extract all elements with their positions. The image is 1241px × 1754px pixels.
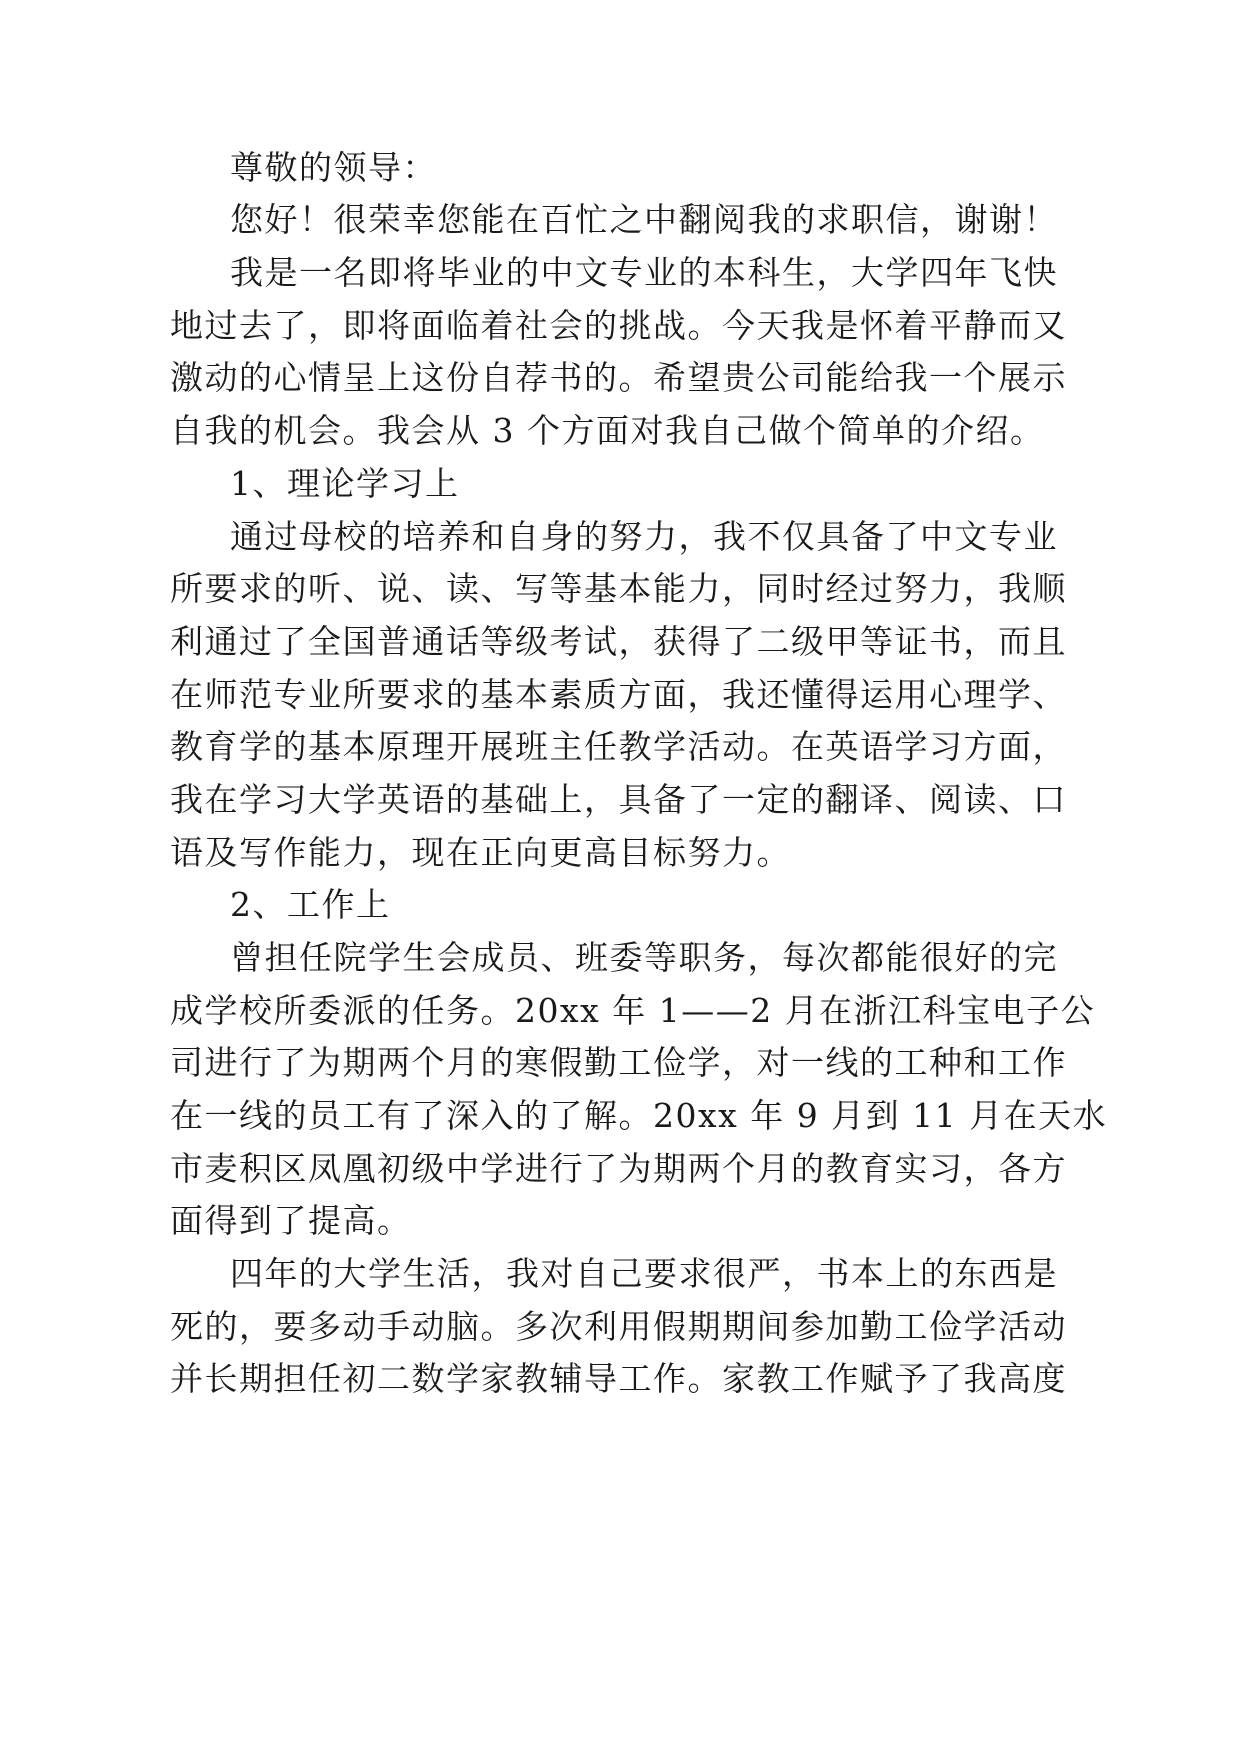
closing-line: 并长期担任初二数学家教辅导工作。家教工作赋予了我高度	[170, 1359, 1067, 1398]
section1-heading: 1、理论学习上	[230, 464, 460, 503]
salutation: 尊敬的领导：	[230, 148, 437, 187]
intro-line: 激动的心情呈上这份自荐书的。希望贵公司能给我一个展示	[170, 358, 1067, 397]
closing-line: 死的，要多动手动脑。多次利用假期期间参加勤工俭学活动	[170, 1307, 1067, 1346]
section2-line: 面得到了提高。	[170, 1201, 412, 1240]
greeting-line: 您好！很荣幸您能在百忙之中翻阅我的求职信，谢谢！	[230, 200, 1058, 239]
section2-line: 曾担任院学生会成员、班委等职务，每次都能很好的完	[230, 938, 1058, 977]
closing-line: 四年的大学生活，我对自己要求很严，书本上的东西是	[230, 1254, 1058, 1293]
section1-line: 我在学习大学英语的基础上，具备了一定的翻译、阅读、口	[170, 780, 1067, 819]
section2-line: 司进行了为期两个月的寒假勤工俭学，对一线的工种和工作	[170, 1043, 1067, 1082]
section2-line: 在一线的员工有了深入的了解。20xx 年 9 月到 11 月在天水	[170, 1096, 1108, 1135]
section2-heading: 2、工作上	[230, 885, 391, 924]
section2-line: 成学校所委派的任务。20xx 年 1——2 月在浙江科宝电子公	[170, 991, 1096, 1030]
intro-line: 自我的机会。我会从 3 个方面对我自己做个简单的介绍。	[170, 411, 1045, 450]
section1-line: 通过母校的培养和自身的努力，我不仅具备了中文专业	[230, 517, 1058, 556]
intro-line: 我是一名即将毕业的中文专业的本科生，大学四年飞快	[230, 253, 1058, 292]
section1-line: 利通过了全国普通话等级考试，获得了二级甲等证书，而且	[170, 622, 1067, 661]
section1-line: 语及写作能力，现在正向更高目标努力。	[170, 833, 791, 872]
intro-line: 地过去了，即将面临着社会的挑战。今天我是怀着平静而又	[170, 306, 1067, 345]
section2-line: 市麦积区凤凰初级中学进行了为期两个月的教育实习，各方	[170, 1149, 1067, 1188]
section1-line: 在师范专业所要求的基本素质方面，我还懂得运用心理学、	[170, 675, 1067, 714]
section1-line: 教育学的基本原理开展班主任教学活动。在英语学习方面，	[170, 727, 1067, 766]
section1-line: 所要求的听、说、读、写等基本能力，同时经过努力，我顺	[170, 569, 1067, 608]
